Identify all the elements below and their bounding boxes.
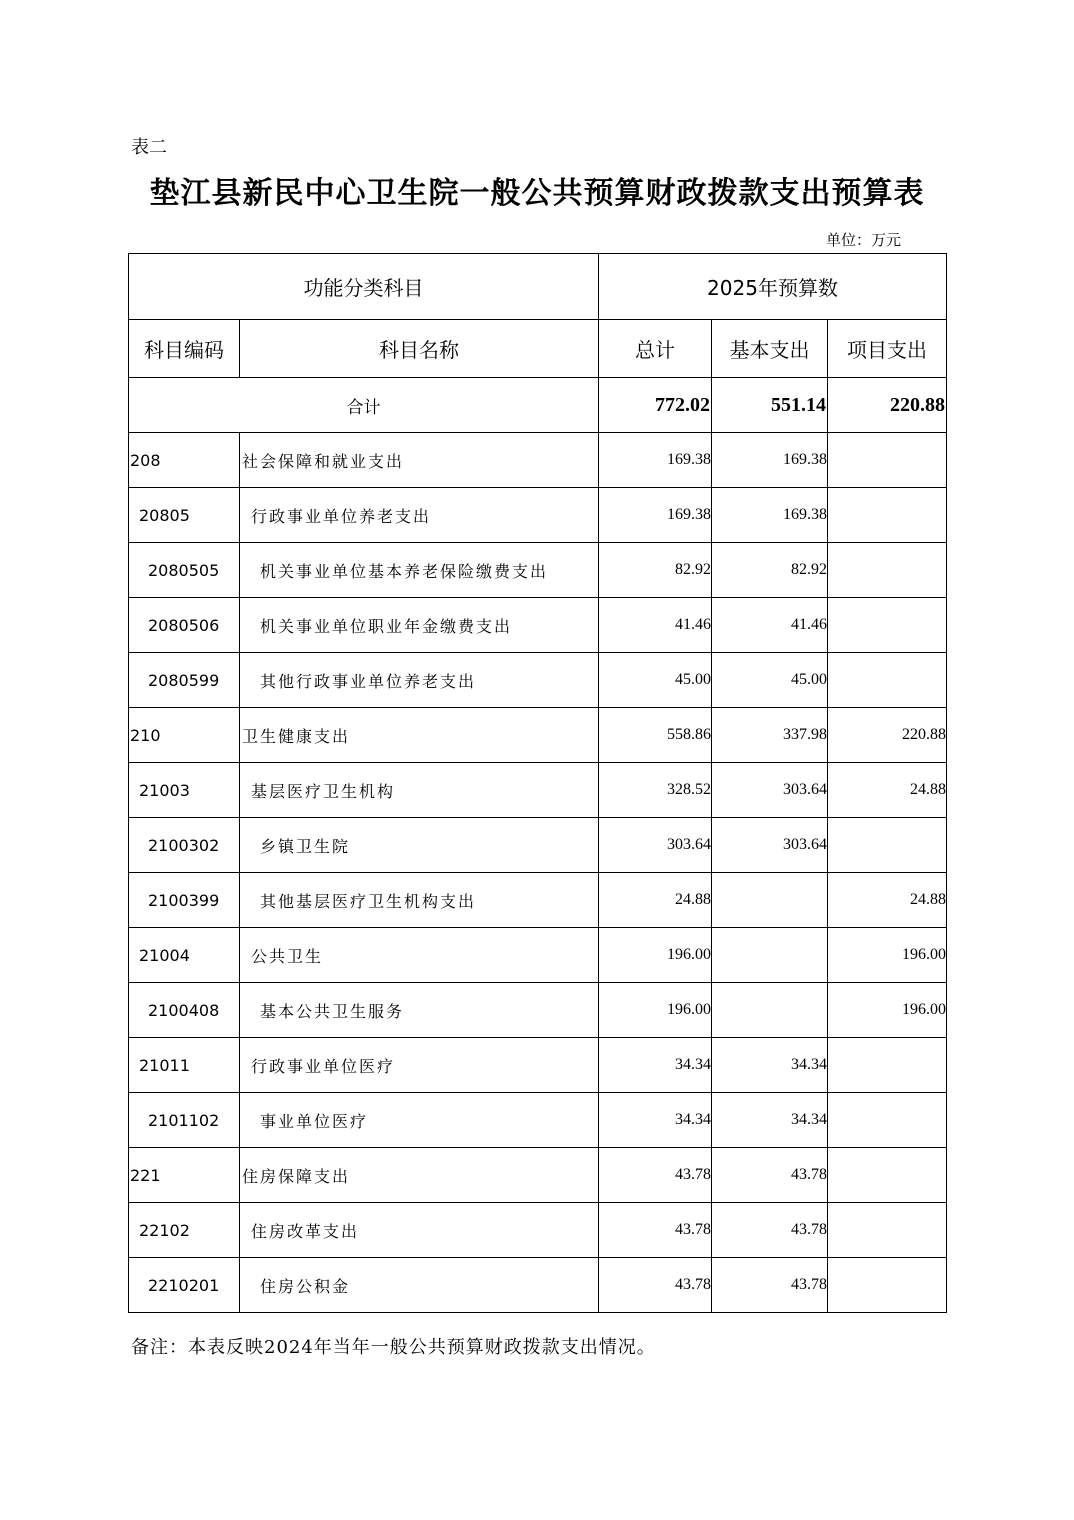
row-code: 2100302	[129, 818, 240, 873]
table-row	[129, 1203, 947, 1258]
row-basic	[712, 983, 828, 1038]
row-basic: 169.38	[712, 433, 828, 488]
row-project	[828, 433, 947, 488]
row-code: 2080506	[129, 598, 240, 653]
row-name: 基本公共卫生服务	[240, 983, 599, 1038]
row-name: 住房保障支出	[240, 1148, 599, 1203]
header-code: 科目编码	[129, 320, 240, 378]
row-code: 22102	[129, 1203, 240, 1258]
row-total: 303.64	[599, 818, 712, 873]
row-basic: 41.46	[712, 598, 828, 653]
row-name: 其他基层医疗卫生机构支出	[240, 873, 599, 928]
row-basic: 43.78	[712, 1148, 828, 1203]
row-total: 34.34	[599, 1093, 712, 1148]
footnote: 备注：本表反映2024年当年一般公共预算财政拨款支出情况。	[131, 1337, 656, 1358]
row-total: 41.46	[599, 598, 712, 653]
table-row	[129, 653, 947, 708]
row-project	[828, 1148, 947, 1203]
header-project: 项目支出	[828, 320, 947, 378]
row-project: 196.00	[828, 983, 947, 1038]
row-total: 24.88	[599, 873, 712, 928]
table-row	[129, 818, 947, 873]
row-project	[828, 1258, 947, 1313]
row-name: 公共卫生	[240, 928, 599, 983]
row-total: 169.38	[599, 488, 712, 543]
page-title: 垫江县新民中心卫生院一般公共预算财政拨款支出预算表	[149, 176, 925, 211]
header-row-group	[129, 254, 947, 320]
row-name: 基层医疗卫生机构	[240, 763, 599, 818]
row-code: 2210201	[129, 1258, 240, 1313]
row-name: 住房改革支出	[240, 1203, 599, 1258]
row-total: 43.78	[599, 1258, 712, 1313]
row-basic: 34.34	[712, 1038, 828, 1093]
row-project: 220.88	[828, 708, 947, 763]
row-basic: 303.64	[712, 763, 828, 818]
row-basic: 43.78	[712, 1258, 828, 1313]
row-code: 21011	[129, 1038, 240, 1093]
table-row	[129, 928, 947, 983]
row-code: 2100399	[129, 873, 240, 928]
total-project: 220.88	[828, 378, 947, 433]
row-total: 82.92	[599, 543, 712, 598]
table-row	[129, 433, 947, 488]
row-basic: 169.38	[712, 488, 828, 543]
total-label: 合计	[129, 378, 599, 433]
row-code: 2100408	[129, 983, 240, 1038]
row-project: 24.88	[828, 873, 947, 928]
row-project	[828, 543, 947, 598]
row-project	[828, 1038, 947, 1093]
table-row	[129, 598, 947, 653]
table-row	[129, 873, 947, 928]
row-name: 卫生健康支出	[240, 708, 599, 763]
header-budget-year: 2025年预算数	[599, 254, 947, 320]
row-code: 221	[129, 1148, 240, 1203]
header-name: 科目名称	[240, 320, 599, 378]
row-code: 2080505	[129, 543, 240, 598]
header-function-category: 功能分类科目	[129, 254, 599, 320]
table-row	[129, 1148, 947, 1203]
row-code: 210	[129, 708, 240, 763]
row-code: 21003	[129, 763, 240, 818]
budget-table	[128, 253, 947, 1313]
table-row	[129, 708, 947, 763]
row-basic: 45.00	[712, 653, 828, 708]
row-project: 24.88	[828, 763, 947, 818]
header-total: 总计	[599, 320, 712, 378]
row-name: 机关事业单位基本养老保险缴费支出	[240, 543, 599, 598]
row-total: 169.38	[599, 433, 712, 488]
total-row	[129, 378, 947, 433]
row-name: 事业单位医疗	[240, 1093, 599, 1148]
table-row	[129, 763, 947, 818]
row-name: 其他行政事业单位养老支出	[240, 653, 599, 708]
row-basic	[712, 873, 828, 928]
row-name: 社会保障和就业支出	[240, 433, 599, 488]
row-basic: 34.34	[712, 1093, 828, 1148]
row-total: 45.00	[599, 653, 712, 708]
row-name: 行政事业单位养老支出	[240, 488, 599, 543]
row-total: 196.00	[599, 928, 712, 983]
row-name: 机关事业单位职业年金缴费支出	[240, 598, 599, 653]
row-total: 328.52	[599, 763, 712, 818]
header-row-columns	[129, 320, 947, 378]
row-basic	[712, 928, 828, 983]
row-project	[828, 1203, 947, 1258]
row-basic: 337.98	[712, 708, 828, 763]
row-code: 2101102	[129, 1093, 240, 1148]
row-total: 34.34	[599, 1038, 712, 1093]
row-total: 43.78	[599, 1203, 712, 1258]
table-row	[129, 1093, 947, 1148]
row-total: 558.86	[599, 708, 712, 763]
table-row	[129, 1038, 947, 1093]
row-project	[828, 818, 947, 873]
table-label: 表二	[131, 137, 167, 158]
row-basic: 43.78	[712, 1203, 828, 1258]
table-row	[129, 1258, 947, 1313]
table-row	[129, 488, 947, 543]
total-sum: 772.02	[599, 378, 712, 433]
unit-label: 单位：万元	[826, 231, 902, 249]
row-name: 住房公积金	[240, 1258, 599, 1313]
row-project	[828, 653, 947, 708]
row-code: 20805	[129, 488, 240, 543]
row-project	[828, 598, 947, 653]
row-code: 21004	[129, 928, 240, 983]
row-project	[828, 488, 947, 543]
row-name: 乡镇卫生院	[240, 818, 599, 873]
row-total: 43.78	[599, 1148, 712, 1203]
row-name: 行政事业单位医疗	[240, 1038, 599, 1093]
row-basic: 82.92	[712, 543, 828, 598]
total-basic: 551.14	[712, 378, 828, 433]
row-project	[828, 1093, 947, 1148]
table-row	[129, 543, 947, 598]
row-code: 208	[129, 433, 240, 488]
row-code: 2080599	[129, 653, 240, 708]
row-project: 196.00	[828, 928, 947, 983]
row-total: 196.00	[599, 983, 712, 1038]
table-row	[129, 983, 947, 1038]
row-basic: 303.64	[712, 818, 828, 873]
header-basic: 基本支出	[712, 320, 828, 378]
